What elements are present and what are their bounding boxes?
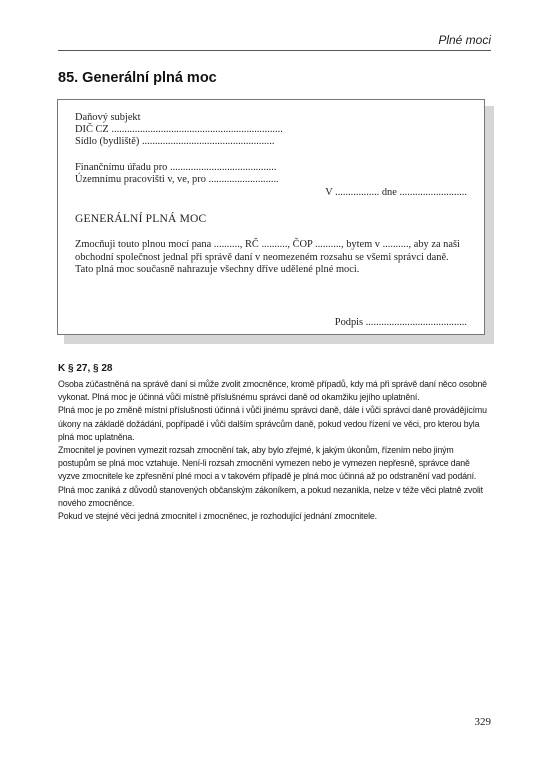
dic-line: DIČ CZ .................................................................. xyxy=(75,124,283,135)
commentary xyxy=(58,378,492,523)
signature-line: Podpis ....................................... xyxy=(334,317,467,328)
commentary-paragraph: Plná moc zaniká z důvodů stanovených občanským zákoníkem, a pokud nezanikla, nelze v téže věci platně zvolit nového zmocněnce. xyxy=(58,484,483,508)
financni-urad-line: Finančnímu úřadu pro ......................................... xyxy=(75,162,277,173)
commentary-paragraph: Plná moc je po změně místní příslušnosti účinná i vůči jinému správci daně, dále i vůči správci daně provádějícímu úkony na základě dožádání, popřípadě i vůči dalším správcům daně, pokud vedou řízení ve věci, pro kterou byla plná moc uplatněna. xyxy=(58,405,487,442)
commentary-paragraph: Pokud ve stejné věci jedná zmocnitel i zmocněnec, je rozhodující jednání zmocnitele. xyxy=(58,511,377,522)
header-rule xyxy=(58,50,491,51)
running-head: Plné moci xyxy=(438,33,491,47)
power-of-attorney-form xyxy=(57,99,485,335)
subject-label: Daňový subjekt xyxy=(75,112,141,123)
uzemni-pracoviste-line: Územnímu pracovišti v, ve, pro ........................... xyxy=(75,174,279,185)
form-body-paragraph: Tato plná moc současně nahrazuje všechny dříve udělené plné moci. xyxy=(75,264,360,276)
form-body xyxy=(75,239,469,277)
place-date-line: V ................. dne .......................... xyxy=(325,187,467,198)
commentary-paragraph: Zmocnitel je povinen vymezit rozsah zmocnění tak, aby bylo zřejmé, k jakým úkonům, řízením nebo jiným postupům se plná moc vztahuje. Není-li rozsah zmocnění vymezen nebo je vymezen nepřesně, správce daně vyzve zmocnitele ke zpřesnění plné moci a v takovém případě je plná moc účinná až po odstranění vad podání. xyxy=(58,445,477,482)
law-reference: K § 27, § 28 xyxy=(58,363,113,374)
form-body-paragraph: Zmocňuji touto plnou mocí pana .........., RČ .........., ČOP .........., bytem v .........., aby za naši obchodní společnost jednal při správě daní v neomezeném rozsahu se všemi správci daně. xyxy=(75,239,460,263)
section-title: 85. Generální plná moc xyxy=(58,70,217,86)
form-heading: GENERÁLNÍ PLNÁ MOC xyxy=(75,213,207,225)
page-number: 329 xyxy=(474,716,491,728)
commentary-paragraph: Osoba zúčastněná na správě daní si může zvolit zmocněnce, kromě případů, kdy má při správě daní něco osobně vykonat. Plná moc je účinná vůči místně příslušnému správci daně od okamžiku jejího uplatnění. xyxy=(58,379,487,403)
sidlo-line: Sídlo (bydliště) ................................................... xyxy=(75,136,275,147)
